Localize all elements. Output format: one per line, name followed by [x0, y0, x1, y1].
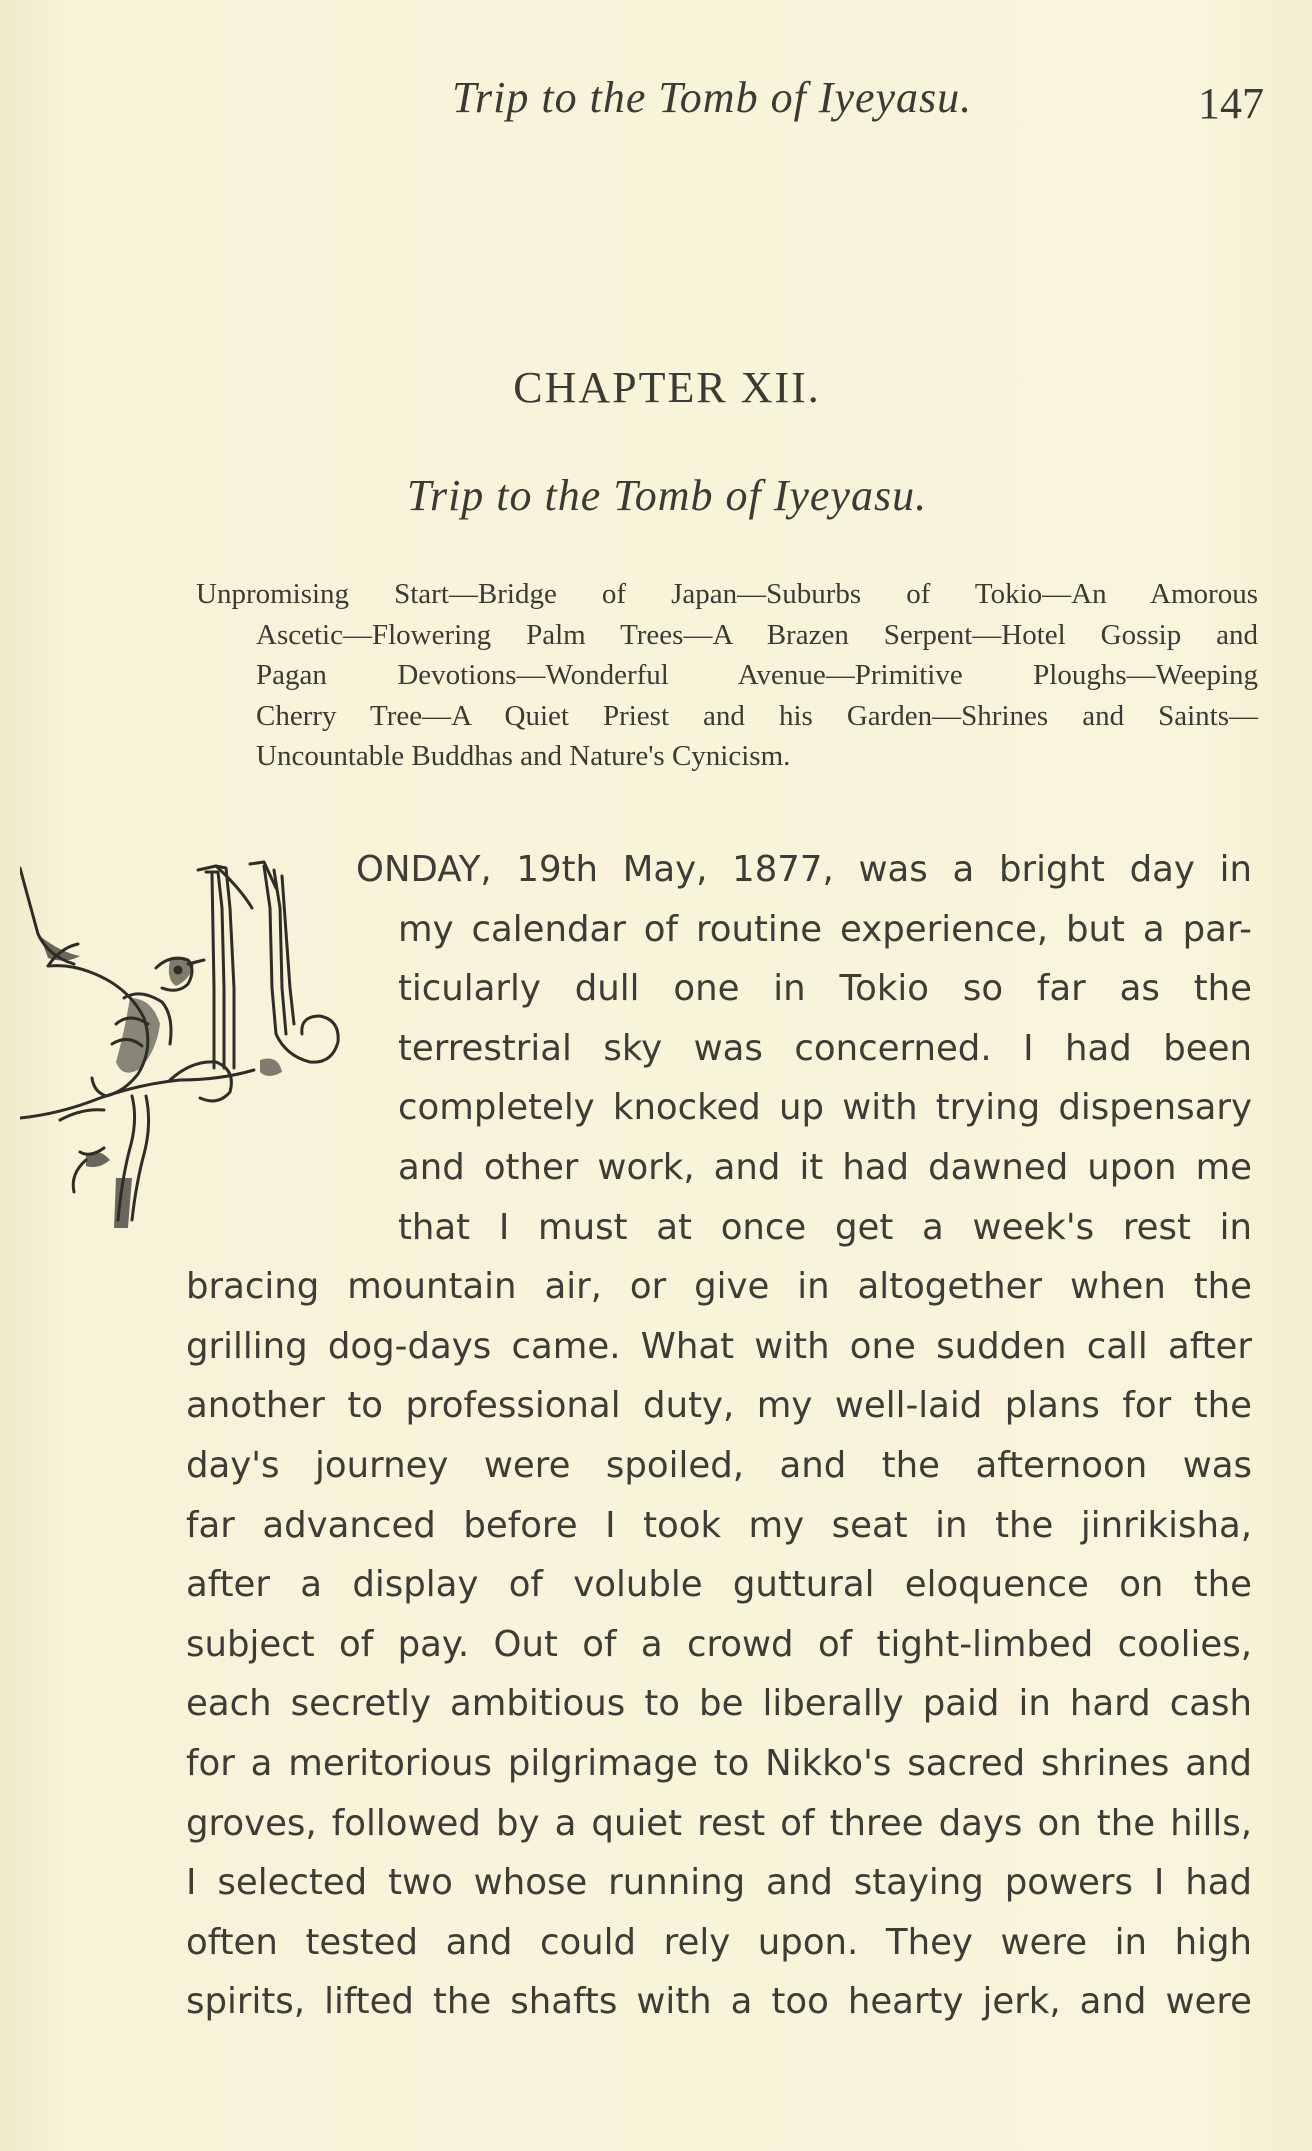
synopsis-line: Cherry Tree—A Quiet Priest and his Garden—Shrines and Saints— [256, 699, 1258, 732]
page-number: 147 [1198, 79, 1264, 128]
synopsis-line: Uncountable Buddhas and Nature's Cynicism. [256, 740, 791, 772]
synopsis-line: Ascetic—Flowering Palm Trees—A Brazen Serpent—Hotel Gossip and [256, 618, 1258, 651]
body-line: for a meritorious pilgrimage to Nikko's sacred shrines and [186, 1742, 1252, 1784]
body-line: my calendar of routine experience, but a par- [398, 908, 1252, 950]
body-line: ticularly dull one in Tokio so far as the [398, 968, 1252, 1010]
synopsis-line: Unpromising Start—Bridge of Japan—Suburbs of Tokio—An Amorous [196, 578, 1258, 610]
body-line: far advanced before I took my seat in the jinrikisha, [186, 1504, 1252, 1546]
chapter-synopsis [196, 574, 1258, 777]
running-head [0, 72, 1312, 132]
body-line: often tested and could rely upon. They were in high [186, 1921, 1252, 1963]
body-line: I selected two whose running and staying powers I had [186, 1862, 1252, 1904]
body-line: after a display of voluble guttural eloquence on the [186, 1564, 1252, 1606]
body-line: another to professional duty, my well-laid plans for the [186, 1385, 1252, 1427]
chapter-number: CHAPTER XII. [513, 363, 821, 412]
running-head-title: Trip to the Tomb of Iyeyasu. [452, 73, 973, 122]
body-line: terrestrial sky was concerned. I had been [398, 1027, 1252, 1069]
chapter-title: Trip to the Tomb of Iyeyasu. [406, 471, 928, 520]
body-line: that I must at once get a week's rest in [398, 1206, 1252, 1248]
body-line: day's journey were spoiled, and the afternoon was [186, 1444, 1252, 1486]
body-line: spirits, lifted the shafts with a too hearty jerk, and were [186, 1981, 1252, 2023]
body-line: ONDAY, 19th May, 1877, was a bright day in [356, 849, 1252, 890]
body-line: subject of pay. Out of a crowd of tight-limbed coolies, [186, 1623, 1252, 1665]
body-line: completely knocked up with trying dispensary [398, 1087, 1252, 1129]
body-line: and other work, and it had dawned upon me [398, 1146, 1252, 1188]
body-text [186, 840, 1252, 2032]
body-line: groves, followed by a quiet rest of three days on the hills, [186, 1802, 1252, 1844]
body-line: grilling dog-days came. What with one sudden call after [186, 1325, 1252, 1367]
body-line: each secretly ambitious to be liberally paid in hard cash [186, 1683, 1252, 1725]
synopsis-line: Pagan Devotions—Wonderful Avenue—Primitive Ploughs—Weeping [256, 659, 1258, 691]
body-line: bracing mountain air, or give in altogether when the [186, 1266, 1252, 1308]
